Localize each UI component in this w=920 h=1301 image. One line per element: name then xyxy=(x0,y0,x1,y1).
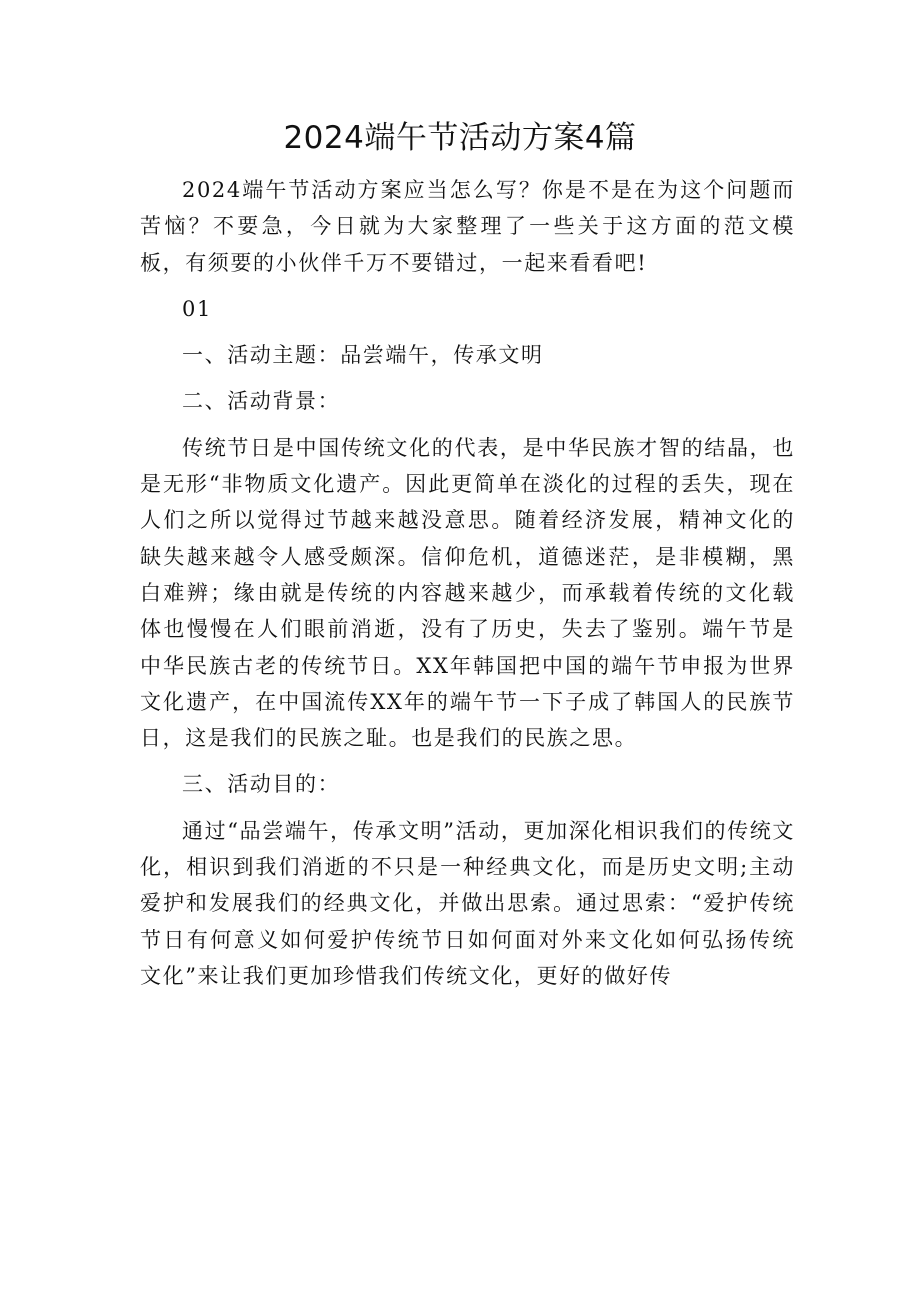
document-body xyxy=(140,172,795,1004)
document-title: 2024端午节活动方案4篇 xyxy=(283,120,637,156)
purpose-heading: 三、活动目的： xyxy=(182,772,341,797)
background-paragraph: 传统节日是中国传统文化的代表，是中华民族才智的结晶，也是无形“非物质文化遗产。因此更简单在淡化的过程的丢失，现在人们之所以觉得过节越来越没意思。随着经济发展，精神文化的缺失越来越令人感受颇深。信仰危机，道德迷茫，是非模糊，黑白难辨；缘由就是传统的内容越来越少，而承载着传统的文化载体也慢慢在人们眼前消逝，没有了历史，失去了鉴别。端午节是中华民族古老的传统节日。XX年韩国把中国的端午节申报为世界文化遗产，在中国流传XX年的端午节一下子成了韩国人的民族节日，这是我们的民族之耻。也是我们的民族之思。 xyxy=(140,435,795,751)
theme-heading: 一、活动主题：品尝端午，传承文明 xyxy=(182,343,544,368)
purpose-paragraph: 通过“品尝端午，传承文明”活动，更加深化相识我们的传统文化，相识到我们消逝的不只是一种经典文化，而是历史文明;主动爱护和发展我们的经典文化，并做出思索。通过思索：“爱护传统节日有何意义如何爱护传统节日如何面对外来文化如何弘扬传统文化”来让我们更加珍惜我们传统文化，更好的做好传 xyxy=(140,818,795,988)
section-number: 01 xyxy=(182,296,212,321)
background-heading: 二、活动背景： xyxy=(182,389,341,414)
intro-paragraph: 2024端午节活动方案应当怎么写？你是不是在为这个问题而苦恼？不要急，今日就为大家整理了一些关于这方面的范文模板，有须要的小伙伴千万不要错过，一起来看看吧! xyxy=(140,178,795,275)
